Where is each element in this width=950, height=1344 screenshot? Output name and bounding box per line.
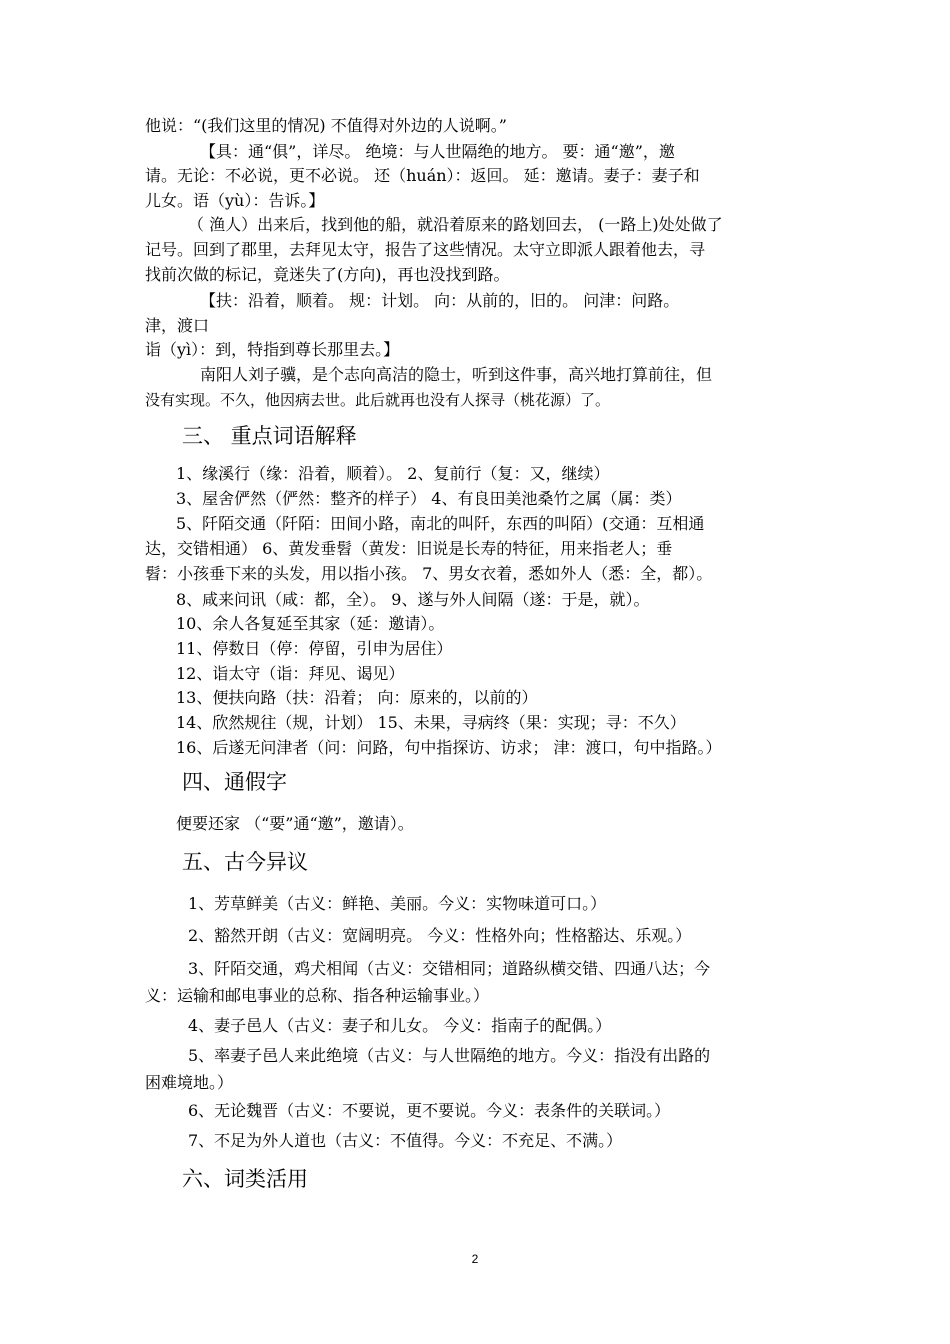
annotation-line: 【具：通“俱”，详尽。 绝境：与人世隔绝的地方。 要：通“邀”，邀 [200,142,675,161]
annotation-line: 津，渡口 [145,316,210,335]
vocab-item: 1、缘溪行（缘：沿着，顺着）。 2、复前行（复：又，继续） [176,464,610,483]
gujin-item: 5、率妻子邑人来此绝境（古义：与人世隔绝的地方。今义：指没有出路的 [188,1046,711,1065]
vocab-item: 3、屋舍俨然（俨然：整齐的样子） 4、有良田美池桑竹之属（属：类） [176,489,682,508]
section-heading-3: 三、 重点词语解释 [182,424,357,448]
vocab-item: 髫：小孩垂下来的头发，用以指小孩。 7、男女衣着，悉如外人（悉：全，都）。 [145,564,713,583]
translation-line: 没有实现。不久，他因病去世。此后就再也没有人探寻（桃花源）了。 [145,391,611,409]
tongjia-item: 便要还家 （“要”通“邀”，邀请）。 [176,814,414,833]
translation-line: 他说：“(我们这里的情况) 不值得对外边的人说啊。” [145,116,507,135]
translation-line: 记号。回到了郡里，去拜见太守，报告了这些情况。太守立即派人跟着他去，寻 [145,240,706,259]
vocab-item: 16、后遂无问津者（问：问路，句中指探访、访求； 津：渡口，句中指路。） [176,738,722,757]
gujin-item: 1、芳草鲜美（古义：鲜艳、美丽。今义：实物味道可口。） [188,894,607,913]
vocab-item: 10、余人各复延至其家（延：邀请）。 [176,614,445,633]
page-number: 2 [471,1252,479,1266]
section-heading-5: 五、古今异议 [182,850,308,874]
vocab-item: 达，交错相通） 6、黄发垂髫（黄发：旧说是长寿的特征，用来指老人；垂 [145,539,673,558]
vocab-item: 8、咸来问讯（咸：都，全）。 9、遂与外人间隔（遂：于是，就）。 [176,590,650,609]
vocab-item: 11、停数日（停：停留，引申为居住） [176,639,453,658]
vocab-item: 12、诣太守（诣：拜见、谒见） [176,664,405,683]
section-heading-6: 六、词类活用 [182,1167,308,1191]
translation-line: （ 渔人）出来后，找到他的船，就沿着原来的路划回去， (一路上)处处做了 [188,215,723,234]
gujin-item: 义：运输和邮电事业的总称、指各种运输事业。） [145,986,490,1005]
gujin-item: 2、豁然开朗（古义：宽阔明亮。 今义：性格外向；性格豁达、乐观。） [188,926,692,945]
vocab-item: 14、欣然规往（规，计划） 15、未果，寻病终（果：实现；寻：不久） [176,713,686,732]
annotation-line: 【扶：沿着，顺着。 规：计划。 向：从前的，旧的。 问津：问路。 [200,291,680,310]
gujin-item: 3、阡陌交通，鸡犬相闻（古义：交错相同；道路纵横交错、四通八达；今 [188,959,711,978]
annotation-line: 请。无论：不必说，更不必说。 还（huán）：返回。 延：邀请。妻子：妻子和 [145,166,700,185]
annotation-line: 儿女。语（yù）：告诉。】 [145,191,325,210]
vocab-item: 5、阡陌交通（阡陌：田间小路，南北的叫阡，东西的叫陌）(交通：互相通 [176,514,705,533]
gujin-item: 7、不足为外人道也（古义：不值得。今义：不充足、不满。） [188,1131,623,1150]
translation-line: 找前次做的标记，竟迷失了(方向)，再也没找到路。 [145,265,510,284]
vocab-item: 13、便扶向路（扶：沿着； 向：原来的，以前的） [176,688,538,707]
section-heading-4: 四、通假字 [182,770,287,794]
gujin-item: 6、无论魏晋（古义：不要说，更不要说。今义：表条件的关联词。） [188,1101,671,1120]
gujin-item: 4、妻子邑人（古义：妻子和儿女。 今义：指南子的配偶。） [188,1016,612,1035]
annotation-line: 诣（yì）：到，特指到尊长那里去。】 [145,340,400,359]
translation-line: 南阳人刘子骥，是个志向高洁的隐士，听到这件事，高兴地打算前往，但 [200,365,713,384]
gujin-item: 困难境地。） [145,1073,234,1092]
